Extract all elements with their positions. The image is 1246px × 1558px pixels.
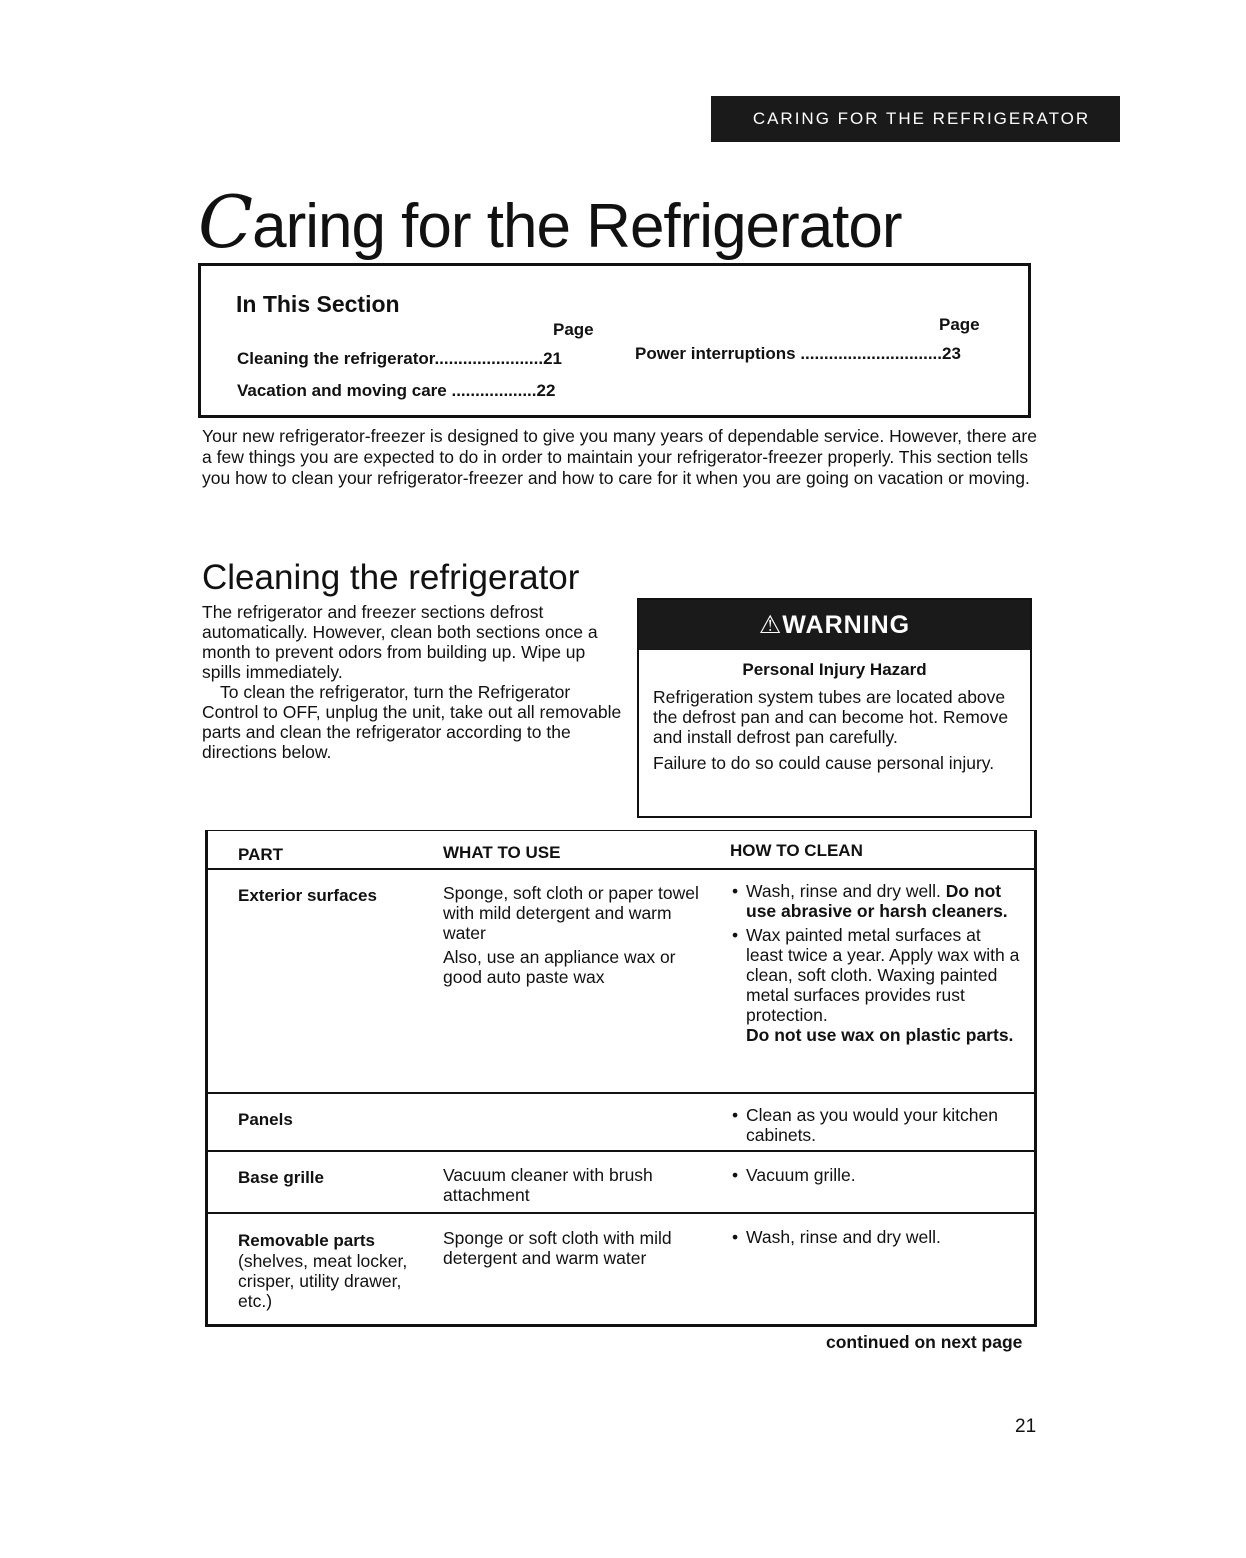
how-bullet: • Clean as you would your kitchen cabinets. (730, 1105, 1020, 1145)
warning-box (637, 598, 1032, 818)
part-removable-name: Removable parts (238, 1231, 375, 1250)
table-row (208, 1092, 1034, 1152)
toc-entry-power[interactable] (635, 344, 961, 364)
part-panels: Panels (238, 1110, 293, 1129)
page-title (198, 180, 902, 264)
what-base-grille (443, 1165, 713, 1205)
cleaning-paragraph-2: To clean the refrigerator, turn the Refrigerator Control to OFF, unplug the unit, take out all removable parts and clean the refrigerator according to the directions below. (202, 682, 622, 762)
table-row (208, 868, 1034, 1094)
toc-entry-page: 22 (536, 381, 556, 400)
toc-entry-cleaning[interactable] (237, 349, 562, 369)
part-base-grille: Base grille (238, 1168, 324, 1187)
what-text: Also, use an appliance wax or good auto paste wax (443, 947, 676, 987)
how-bullet (730, 925, 1020, 1045)
section-banner: CARING FOR THE REFRIGERATOR (711, 96, 1120, 142)
part-removable-note: (shelves, meat locker, crisper, utility drawer, etc.) (238, 1251, 408, 1311)
cleaning-table (205, 830, 1037, 1327)
intro-paragraph: Your new refrigerator-freezer is designed to give you many years of dependable service. However, there are a few things you are expected to do in order to maintain your refrigerator-freezer properly. This section tells you how to clean your refrigerator-freezer and how to care for it when you are going on vacation or moving. (202, 426, 1037, 488)
header-how-to-clean: HOW TO CLEAN (730, 841, 863, 860)
how-text-bold: Do not use abrasive or harsh cleaners. (746, 881, 1008, 921)
warning-heading: WARNING (782, 611, 911, 639)
header-part: PART (238, 845, 284, 864)
how-bullet: • Wash, rinse and dry well. (730, 1227, 1020, 1247)
table-row (208, 1212, 1034, 1326)
page-number: 21 (1015, 1416, 1037, 1437)
what-exterior (443, 883, 713, 987)
header-what-to-use: WHAT TO USE (443, 843, 561, 862)
warning-text-2: Failure to do so could cause personal injury. (653, 753, 995, 773)
how-bullet: • Vacuum grille. (730, 1165, 1020, 1185)
table-header-row (208, 830, 1034, 868)
what-text: Vacuum cleaner with brush attachment (443, 1165, 653, 1205)
how-exterior (730, 881, 1020, 1045)
toc-entry-dots: ....................... (434, 349, 544, 368)
toc-entry-page: 21 (543, 349, 562, 368)
toc-entry-label: Power interruptions (635, 344, 796, 363)
toc-entry-dots: .................. (451, 381, 537, 400)
how-text: Wash, rinse and dry well. (746, 881, 946, 901)
table-row (208, 1150, 1034, 1214)
continued-note: continued on next page (826, 1332, 1023, 1352)
what-removable (443, 1228, 713, 1268)
how-bullet (730, 881, 1020, 921)
title-initial: C (198, 180, 253, 264)
warning-triangle-icon: ⚠ (758, 611, 783, 639)
part-exterior-surfaces: Exterior surfaces (238, 886, 377, 905)
what-text: Sponge or soft cloth with mild detergent and warm water (443, 1228, 672, 1268)
toc-page-header-left: Page (553, 320, 594, 339)
toc-entry-label: Cleaning the refrigerator (237, 349, 435, 368)
title-rest: aring for the Refrigerator (252, 192, 902, 261)
section-title-cleaning: Cleaning the refrigerator (202, 558, 580, 597)
cleaning-paragraph-1: The refrigerator and freezer sections defrost automatically. However, clean both sections once a month to prevent odors from building up. Wipe up spills immediately. (202, 602, 598, 682)
toc-heading: In This Section (236, 291, 400, 317)
how-base-grille (730, 1165, 1020, 1185)
toc-entry-vacation[interactable] (237, 381, 555, 401)
how-panels (730, 1105, 1020, 1145)
how-removable (730, 1227, 1020, 1247)
how-text: Wax painted metal surfaces at least twice a year. Apply wax with a clean, soft cloth. Waxing painted metal surfaces provides rust protection. (746, 925, 1020, 1025)
toc-page-header-right: Page (939, 315, 980, 334)
warning-subheading: Personal Injury Hazard (742, 660, 927, 679)
warning-header (639, 600, 1030, 650)
toc-entry-label: Vacation and moving care (237, 381, 447, 400)
how-text-bold: Do not use wax on plastic parts. (746, 1025, 1014, 1045)
toc-entry-dots: .............................. (800, 344, 943, 363)
toc-entry-page: 23 (942, 344, 961, 363)
cleaning-body (202, 602, 622, 762)
part-removable (238, 1230, 408, 1311)
in-this-section-box (198, 263, 1031, 418)
warning-text-1: Refrigeration system tubes are located above the defrost pan and can become hot. Remove and install defrost pan carefully. (653, 687, 1009, 747)
what-text: Sponge, soft cloth or paper towel with mild detergent and warm water (443, 883, 699, 943)
